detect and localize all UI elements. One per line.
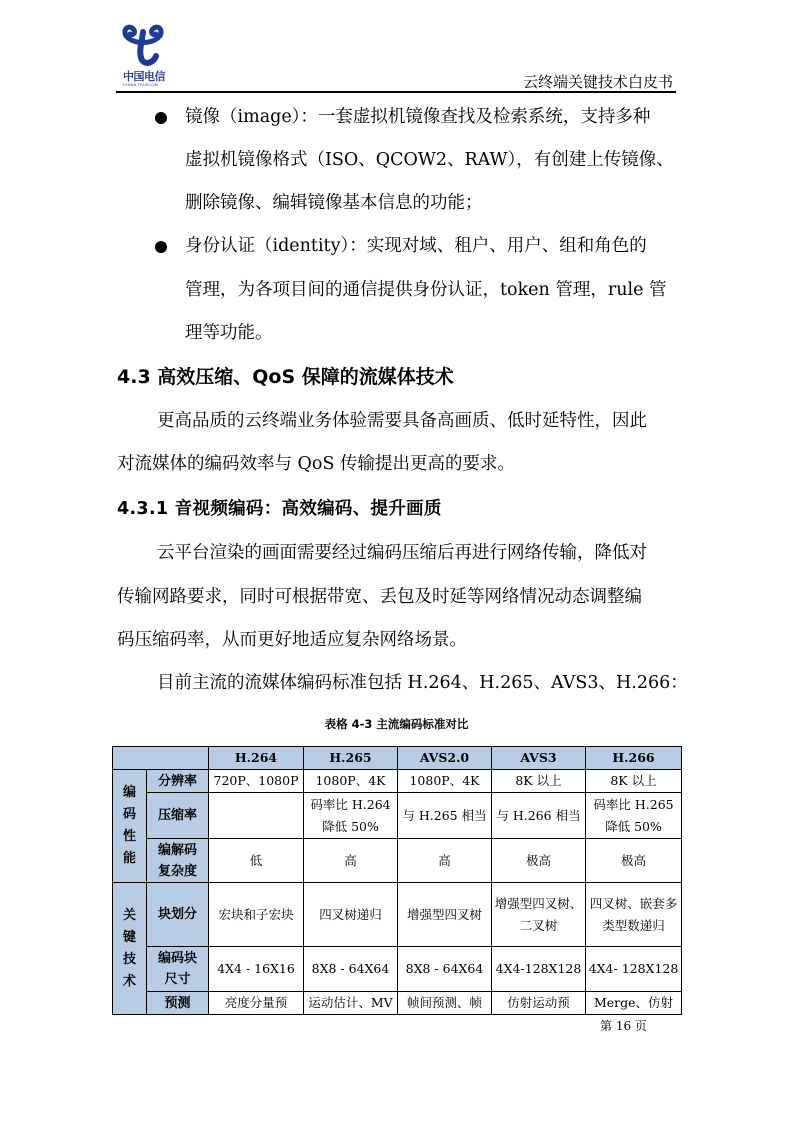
group-label-char: 码 xyxy=(122,807,136,822)
column-header: AVS2.0 xyxy=(398,747,492,770)
table-row xyxy=(113,992,682,1015)
section-4-3-para-line-1: 更高品质的云终端业务体验需要具备高画质、低时延特性，因此 xyxy=(157,411,647,431)
table-row xyxy=(113,793,682,839)
group-label-char: 编 xyxy=(122,785,136,800)
table-cell: 增强型四叉树 xyxy=(398,883,492,947)
row-header: 压缩率 xyxy=(147,793,209,839)
codec-comparison-table xyxy=(112,746,682,1015)
table-cell: 四叉树递归 xyxy=(304,883,398,947)
column-header: H.265 xyxy=(304,747,398,770)
header-rule xyxy=(116,91,676,93)
table-cell: 与 H.265 相当 xyxy=(398,793,492,839)
column-header: AVS3 xyxy=(492,747,586,770)
group-label-char: 能 xyxy=(122,851,136,866)
group-label-char: 术 xyxy=(122,973,136,989)
telecom-swirl-icon xyxy=(120,22,166,66)
page-header xyxy=(116,22,676,93)
section-heading-4-3-1: 4.3.1 音视频编码：高效编码、提升画质 xyxy=(117,499,442,519)
table-cell: 仿射运动预 xyxy=(492,992,586,1015)
row-header xyxy=(147,839,209,883)
table-cell: 4X4-128X128 xyxy=(492,947,586,992)
table-cell: 帧间预测、帧 xyxy=(398,992,492,1015)
table-corner-cell xyxy=(113,747,209,770)
table-cell: 8X8 - 64X64 xyxy=(398,947,492,992)
group-label-char: 性 xyxy=(122,829,136,844)
table-cell: 1080P、4K xyxy=(398,770,492,793)
table-row xyxy=(113,839,682,883)
section-4-3-1-para1-line-1: 云平台渲染的画面需要经过编码压缩后再进行网络传输，降低对 xyxy=(157,543,647,563)
table-row xyxy=(113,770,682,793)
group-label-char: 技 xyxy=(122,951,136,967)
bullet-identity-line-3: 理等功能。 xyxy=(185,323,273,343)
table-cell xyxy=(209,793,304,839)
bullet-image-line-2: 虚拟机镜像格式（ISO、QCOW2、RAW），有创建上传镜像、 xyxy=(185,150,674,170)
table-row xyxy=(113,883,682,947)
row-header-line: 编解码 xyxy=(157,842,197,858)
row-header: 预测 xyxy=(147,992,209,1015)
table-cell: 720P、1080P xyxy=(209,770,304,793)
logo-en-text: CHINA TELECOM xyxy=(123,82,159,87)
bullet-identity-line-1: 身份认证（identity）：实现对域、租户、用户、组和角色的 xyxy=(185,236,647,256)
table-cell: 4X4 - 16X16 xyxy=(209,947,304,992)
bullet-image-line-3: 删除镜像、编辑镜像基本信息的功能； xyxy=(185,193,483,213)
row-header-line: 编码块 xyxy=(157,951,197,966)
row-header-line: 复杂度 xyxy=(157,863,197,879)
table-cell: 码率比 H.264 降低 50% xyxy=(304,793,398,839)
table-cell: 高 xyxy=(398,839,492,883)
table-caption: 表格 4-3 主流编码标准对比 xyxy=(324,717,469,731)
logo-cn-text: 中国电信 xyxy=(123,70,165,83)
table-cell: Merge、仿射 xyxy=(586,992,682,1015)
table-cell: 高 xyxy=(304,839,398,883)
bullet-dot-icon xyxy=(155,241,167,253)
table-cell: 与 H.266 相当 xyxy=(492,793,586,839)
table-cell: 4X4- 128X128 xyxy=(586,947,682,992)
table-cell: 宏块和子宏块 xyxy=(209,883,304,947)
table-cell: 增强型四叉树、二叉树 xyxy=(492,883,586,947)
page-number: 第 16 页 xyxy=(600,1019,647,1033)
table-header-row xyxy=(113,747,682,770)
table-cell: 运动估计、MV xyxy=(304,992,398,1015)
table-cell: 8K 以上 xyxy=(586,770,682,793)
section-4-3-1-para1-line-2: 传输网路要求，同时可根据带宽、丢包及时延等网络情况动态调整编 xyxy=(117,587,642,607)
table-cell: 8X8 - 64X64 xyxy=(304,947,398,992)
document-title: 云终端关键技术白皮书 xyxy=(522,73,673,91)
table-cell: 码率比 H.265 降低 50% xyxy=(586,793,682,839)
table-cell: 亮度分量预 xyxy=(209,992,304,1015)
group-label-coding-performance xyxy=(113,770,147,883)
table-cell: 1080P、4K xyxy=(304,770,398,793)
table-cell: 低 xyxy=(209,839,304,883)
table-cell: 四叉树、嵌套多类型数递归 xyxy=(586,883,682,947)
row-header: 分辨率 xyxy=(147,770,209,793)
table-cell: 极高 xyxy=(492,839,586,883)
table-cell: 8K 以上 xyxy=(492,770,586,793)
china-telecom-logo-icon xyxy=(120,22,180,90)
group-label-key-technology xyxy=(113,883,147,1015)
row-header xyxy=(147,947,209,992)
table-cell: 极高 xyxy=(586,839,682,883)
section-4-3-para-line-2: 对流媒体的编码效率与 QoS 传输提出更高的要求。 xyxy=(117,454,515,474)
bullet-dot-icon xyxy=(155,112,167,124)
column-header: H.266 xyxy=(586,747,682,770)
group-label-char: 关 xyxy=(122,907,136,923)
group-label-char: 键 xyxy=(122,929,136,945)
section-heading-4-3: 4.3 高效压缩、QoS 保障的流媒体技术 xyxy=(117,366,454,388)
bullet-image-line-1: 镜像（image）：一套虚拟机镜像查找及检索系统，支持多种 xyxy=(185,107,651,127)
table-row xyxy=(113,947,682,992)
bullet-identity-line-2: 管理，为各项目间的通信提供身份认证，token 管理，rule 管 xyxy=(185,280,667,300)
section-4-3-1-para1-line-3: 码压缩码率，从而更好地适应复杂网络场景。 xyxy=(117,630,467,650)
section-4-3-1-para2: 目前主流的流媒体编码标准包括 H.264、H.265、AVS3、H.266： xyxy=(157,673,688,693)
column-header: H.264 xyxy=(209,747,304,770)
row-header: 块划分 xyxy=(147,883,209,947)
row-header-line: 尺寸 xyxy=(164,972,191,987)
